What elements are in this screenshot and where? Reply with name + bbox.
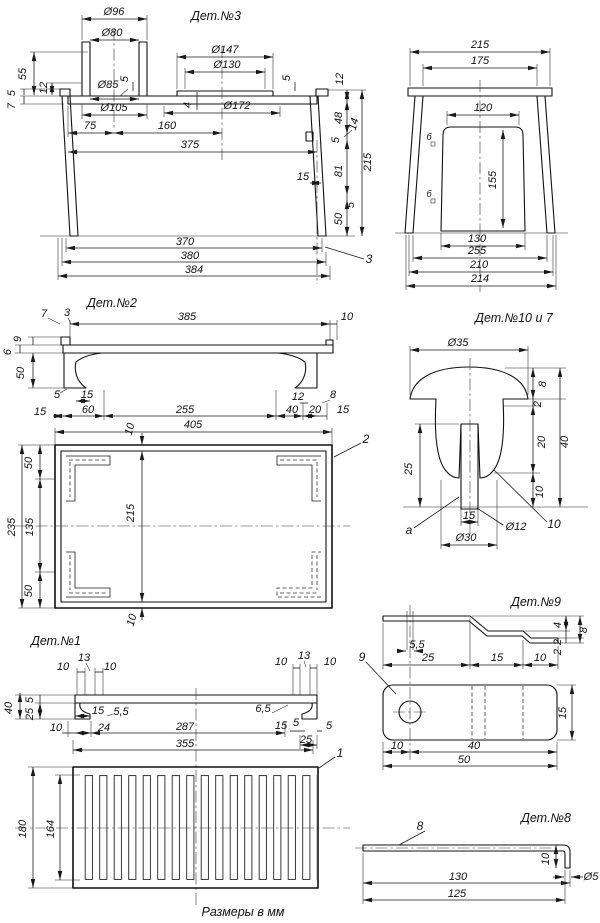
dim-text: Ø105 [100, 102, 128, 114]
dim-det2-w405 [55, 419, 332, 445]
dim-text: 25 [421, 652, 435, 664]
dim-text: 5,5 [409, 639, 425, 651]
dim-det2p-v215 [125, 451, 142, 602]
det9-title: Дет.№9 [511, 595, 561, 609]
dim-text: 2 [552, 638, 564, 646]
dim-det3-t5r [281, 74, 295, 91]
dim-text: 4 [182, 101, 194, 109]
callout-text: 10 [547, 517, 561, 531]
det1-title: Дет.№1 [31, 634, 81, 648]
dim-text: 12 [291, 391, 305, 403]
dim-text: 175 [470, 55, 490, 67]
dim-text: 50 [15, 366, 27, 380]
det2-plan-view [6, 421, 370, 628]
det2-side-body [61, 337, 333, 388]
dim-text: 10 [540, 852, 552, 866]
dim-det3-w160 [114, 120, 222, 133]
dim-det2-v6 [2, 345, 63, 355]
dim-text: Ø35 [447, 337, 469, 349]
dim-text: 40 [285, 404, 299, 416]
dim-det3s-h155 [487, 130, 503, 228]
dim-text: 5 [330, 136, 342, 144]
dim-det2-t7 [41, 308, 60, 324]
dim-text: 5 [281, 74, 293, 82]
dim-text: 50 [333, 212, 345, 226]
dim-det1-rt10a [275, 656, 300, 668]
dim-text: 25 [299, 734, 313, 746]
callout-det2-2 [334, 432, 370, 457]
dim-det3-w375 [68, 139, 317, 152]
dim-det3-r12 [334, 73, 347, 101]
dim-text: 130 [448, 871, 468, 883]
dim-text: 8 [329, 389, 337, 401]
dim-text: 215 [362, 152, 374, 172]
dim-det3-d105 [82, 102, 147, 119]
dim-text: 10 [122, 421, 138, 437]
dim-text: 5,5 [113, 706, 129, 718]
dim-det2-b20 [303, 404, 322, 416]
dim-text: 6,5 [255, 703, 271, 715]
dim-text: 60 [81, 404, 95, 416]
det2-plan-body [15, 445, 350, 608]
dim-text: 125 [447, 888, 467, 900]
dim-det107-r10 [533, 473, 546, 507]
callout-det8-8 [399, 819, 425, 845]
dim-text: 120 [473, 102, 493, 114]
dim-text: 14 [346, 116, 362, 132]
dim-text: 15 [557, 706, 569, 720]
dim-text: 20 [536, 435, 548, 449]
dim-text: Ø80 [101, 27, 123, 39]
dim-text: 6 [2, 348, 14, 356]
dim-det107-r2 [503, 399, 544, 408]
dim-text: 20 [308, 404, 322, 416]
dim-text: 180 [17, 819, 29, 839]
dim-det1-rt10b [310, 656, 337, 668]
dim-det3-r5a [330, 134, 347, 143]
dim-text: 235 [6, 517, 18, 537]
dim-det1-w355 [73, 738, 313, 754]
dim-text: 10 [390, 740, 404, 752]
dim-det3-r81 [333, 140, 347, 195]
dim-det2-w10 [330, 311, 354, 340]
dim-det2-v50 [15, 353, 64, 388]
dim-text: 55 [17, 67, 29, 81]
det107-view [403, 311, 588, 549]
dim-det2-w385 [70, 311, 330, 340]
det1-grille-body [15, 767, 350, 888]
dim-det3-t4 [182, 92, 197, 110]
dim-text: 40 [3, 701, 15, 715]
dim-text: 13 [77, 652, 91, 664]
dim-text: 215 [470, 39, 490, 51]
dim-text: 10 [534, 485, 546, 499]
dim-text: 8 [537, 380, 549, 388]
dim-det107-r20 [494, 406, 548, 473]
callout-det9-9 [359, 650, 396, 694]
dim-det2p-o10t [123, 421, 142, 445]
dim-det3-d130 [185, 59, 265, 89]
dim-det1-b55 [107, 706, 130, 718]
callout-text: 2 [362, 432, 370, 446]
dim-det2-b255 [104, 390, 276, 420]
dim-text: 15 [274, 720, 288, 732]
callout-text: 3 [365, 252, 373, 266]
dim-det8-d5 [553, 871, 599, 883]
dim-det9-w55 [397, 639, 426, 651]
dim-det9-p15 [557, 685, 576, 740]
det3-side-view [395, 39, 568, 292]
dim-text: 215 [125, 503, 137, 523]
dim-text: 75 [83, 120, 97, 132]
dim-text: 5 [24, 696, 36, 704]
dim-text: 255 [467, 245, 487, 257]
dim-det107-d12 [477, 508, 526, 533]
dim-det9-w15 [470, 640, 523, 669]
dim-det1-b24 [75, 721, 110, 737]
dim-text: 24 [97, 722, 111, 734]
dim-text: 355 [175, 738, 195, 750]
dim-text: 214 [470, 273, 490, 285]
dim-det1-v5 [24, 695, 75, 703]
det3-side-weld-marks [426, 132, 435, 203]
dim-text: 384 [184, 264, 204, 276]
dim-det9-p50 [383, 754, 557, 770]
dim-det2-b40 [276, 403, 303, 420]
dim-text: 15 [336, 404, 350, 416]
dim-det107-r40 [559, 368, 571, 507]
dim-det1-r5b [317, 720, 333, 732]
det8-body [355, 845, 570, 868]
det8-title: Дет.№8 [521, 811, 571, 825]
dim-text: 10 [533, 652, 547, 664]
dim-text: 385 [177, 311, 197, 323]
det8-view [355, 811, 599, 904]
dim-det107-d35 [410, 337, 528, 395]
dim-text: 7 [40, 308, 48, 320]
dim-det3-t5l [119, 75, 133, 91]
dim-det1-lt13 [78, 652, 91, 671]
dim-text: 155 [487, 170, 499, 190]
dim-det107-l25 [403, 424, 459, 507]
dim-text: 12 [38, 81, 50, 95]
dim-det2p-v50b [23, 572, 40, 608]
dim-text: 10 [103, 661, 117, 673]
dim-text: 255 [175, 404, 195, 416]
dim-text: 25 [24, 707, 36, 721]
weld-mark-b1: б [426, 132, 432, 142]
dim-det1-v40 [3, 693, 75, 719]
dim-text: 15 [490, 652, 504, 664]
dim-det1-w287 [91, 721, 285, 737]
callout-text: 8 [416, 819, 424, 833]
dim-text: 13 [297, 650, 311, 662]
callout-det3-3 [325, 247, 373, 266]
dim-det1-b10 [50, 721, 75, 737]
dim-text: 15 [91, 705, 105, 717]
dim-det9-p10 [383, 740, 410, 756]
det2-title: Дет.№2 [87, 296, 137, 310]
dim-text: 4 [552, 621, 564, 629]
dim-det1-lt10b [95, 661, 117, 673]
det107-title: Дет.№10 и 7 [475, 311, 553, 325]
det3-section-view [6, 6, 374, 284]
callout-text: 1 [336, 746, 344, 760]
det2-side-view [2, 296, 354, 445]
dim-det1-r65 [255, 703, 288, 715]
callout-det107-10 [494, 470, 561, 531]
dim-text: Ø85 [97, 79, 119, 91]
dim-text: 2 [532, 400, 544, 408]
dim-det8-w130 [363, 853, 570, 887]
dim-text: Ø5 [583, 871, 599, 883]
dim-text: 405 [183, 419, 203, 431]
dim-det1p-v164 [45, 775, 80, 880]
dim-det2p-v135 [24, 479, 55, 572]
dim-text: 15 [33, 406, 47, 418]
dim-det2-f5 [54, 389, 67, 401]
dim-text: 7 [6, 102, 18, 110]
dim-det2p-o10b [125, 608, 142, 628]
dim-text: 3 [63, 307, 71, 319]
dim-text: 5 [345, 201, 357, 209]
dim-text: 40 [467, 740, 481, 752]
dim-text: 48 [333, 111, 345, 125]
dim-det2-f15 [76, 389, 94, 401]
dim-det2-b15 [34, 406, 63, 418]
dim-text: 370 [175, 236, 195, 248]
dim-text: 2 [552, 648, 564, 656]
dim-text: 10 [274, 656, 288, 668]
dim-text: 50 [457, 754, 471, 766]
dim-det2-b15r [317, 403, 350, 420]
dim-text: 10 [49, 722, 63, 734]
dim-text: 10 [124, 612, 140, 628]
dim-text: 375 [180, 139, 200, 151]
dim-det3-r48 [333, 101, 347, 134]
det9-view [383, 595, 590, 770]
dim-text: 9 [12, 335, 24, 343]
det1-plan-view [15, 767, 350, 888]
dim-text: Ø96 [103, 6, 125, 18]
dim-text: Ø12 [505, 521, 527, 533]
dim-text: 10 [340, 311, 354, 323]
dim-text: Ø172 [223, 100, 251, 112]
det3-title: Дет.№3 [191, 9, 241, 23]
dim-text: 40 [559, 435, 571, 449]
dim-text: 210 [469, 259, 489, 271]
dim-det9-v8 [578, 616, 590, 643]
dim-text: Ø30 [455, 532, 477, 544]
dim-text: 164 [45, 819, 57, 839]
dim-text: Ø130 [213, 59, 241, 71]
dim-det2-b8 [322, 389, 337, 403]
dim-text: 15 [80, 389, 94, 401]
dim-text: 50 [23, 456, 35, 470]
dim-det3s-w120 [447, 102, 519, 125]
callout-text: 9 [358, 650, 366, 664]
callout-det1-1 [319, 746, 343, 768]
dim-text: 5 [119, 75, 131, 83]
dim-text: 25 [403, 462, 415, 476]
dim-text: 12 [334, 72, 346, 86]
dim-det2-b12 [292, 391, 308, 403]
dim-det3-r15 [297, 171, 321, 183]
dim-text: 81 [333, 164, 345, 178]
dim-det107-w15 [461, 509, 478, 526]
callout-text: a [405, 523, 413, 537]
dim-text: 5 [292, 717, 300, 729]
dim-text: 15 [296, 171, 310, 183]
det3-body [40, 28, 355, 284]
dim-det2-v9 [12, 336, 61, 345]
dim-det2p-v50t [23, 445, 55, 479]
dim-det9-v4 [472, 616, 584, 631]
dim-text: 8 [578, 626, 590, 634]
dim-det8-v10 [540, 845, 556, 868]
callout-det107-a [406, 497, 459, 537]
dim-text: 135 [24, 517, 36, 537]
dim-det3-v7 [6, 96, 64, 109]
dim-det107-r8 [505, 368, 566, 399]
dim-text: 287 [175, 721, 195, 733]
dim-det9-w25 [383, 618, 470, 669]
dim-text: 5 [53, 389, 61, 401]
dim-det1-r25 [299, 734, 317, 749]
dim-text: 380 [180, 250, 200, 262]
dim-text: 10 [56, 661, 70, 673]
dim-text: 15 [462, 510, 476, 522]
dim-text: 50 [23, 584, 35, 598]
units-caption: Размеры в мм [201, 905, 285, 919]
dim-det3-d80 [90, 27, 139, 40]
dim-text: 130 [467, 233, 487, 245]
dim-text: Ø147 [211, 44, 239, 56]
weld-mark-b2: б [426, 189, 432, 199]
dim-det9-p40 [410, 740, 557, 770]
dim-det1-v25 [24, 703, 40, 721]
dim-text: 10 [323, 656, 337, 668]
dim-text: 5 [6, 89, 18, 97]
dim-text: 160 [157, 120, 177, 132]
dim-det3-v55 [17, 52, 88, 95]
dim-text: 5 [325, 720, 333, 732]
